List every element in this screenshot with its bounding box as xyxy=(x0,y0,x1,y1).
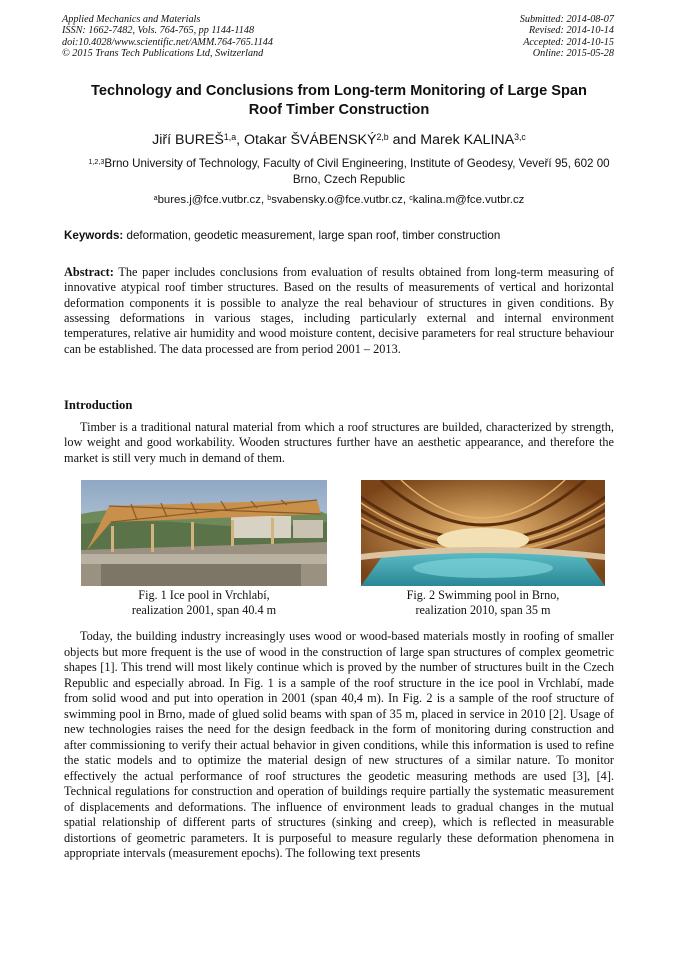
author-separator: and xyxy=(388,132,421,148)
copyright-line: © 2015 Trans Tech Publications Ltd, Switzerland xyxy=(62,47,264,59)
email-mark: b xyxy=(267,194,272,202)
email-separator: , xyxy=(260,194,268,206)
abstract xyxy=(64,265,614,357)
journal-header-left xyxy=(62,14,273,59)
swimming-pool-photo xyxy=(361,480,605,586)
email-separator: , xyxy=(402,194,410,206)
author-name: Marek KALINA xyxy=(420,132,515,148)
email-mark: c xyxy=(409,194,413,202)
ice-pool-photo xyxy=(81,480,327,586)
author-separator: , xyxy=(236,132,244,148)
figure-2-caption xyxy=(361,588,605,618)
paper-title xyxy=(58,82,620,120)
doi-line: doi:10.4028/www.scientific.net/AMM.764-765.1144 xyxy=(62,36,273,48)
figure-1 xyxy=(81,480,327,618)
affiliation-mark: 1,2,3 xyxy=(88,156,105,166)
revised-date: Revised: 2014-10-14 xyxy=(528,25,614,37)
abstract-label: Abstract: xyxy=(64,265,114,279)
paper-title-line-2: Roof Timber Construction xyxy=(248,102,430,118)
affiliation xyxy=(82,156,616,188)
figure-2 xyxy=(361,480,605,618)
author-list xyxy=(58,131,620,149)
affiliation-text: Brno University of Technology, Faculty of Civil Engineering, Institute of Geodesy, Veveří 95, 602 00 Brno, Czech Republic xyxy=(104,157,610,186)
section-heading-introduction: Introduction xyxy=(64,398,133,412)
accepted-date: Accepted: 2014-10-15 xyxy=(523,36,614,48)
author-emails xyxy=(58,193,620,207)
author-name: Jiří BUREŠ xyxy=(152,132,224,148)
author-name: Otakar ŠVÁBENSKÝ xyxy=(244,132,377,148)
keywords-text: deformation, geodetic measurement, large span roof, timber construction xyxy=(123,229,501,242)
keywords xyxy=(64,229,616,243)
author-affiliation-mark: 2,b xyxy=(376,132,389,143)
author-affiliation-mark: 3,c xyxy=(514,132,526,143)
intro-paragraph-1: Timber is a traditional natural material from which a roof structures are builded, characterized by strength, low weight and good workability. Wooden structures further have an aesthetic appearance, and therefore the market is still very much in demand of them. xyxy=(64,420,614,465)
email-link[interactable]: svabensky.o@fce.vutbr.cz xyxy=(271,194,403,206)
author-affiliation-mark: 1,a xyxy=(223,132,237,143)
email-link[interactable]: kalina.m@fce.vutbr.cz xyxy=(412,194,525,206)
journal-name: Applied Mechanics and Materials xyxy=(62,14,201,25)
online-date: Online: 2015-05-28 xyxy=(532,47,614,59)
abstract-text: The paper includes conclusions from evaluation of results obtained from long-term measuring of innovative atypical roof timber structures. Based on the results of measurements of vertical and horizontal deformation components it is possible to analyze the real behaviour of structures in given conditions. By assessing deformations in various stages, including particularly external and internal environment temperatures, relative air humidity and wood moisture content, decisive parameters for real structure behaviour can be established. The data processed are from period 2001 – 2013. xyxy=(64,265,614,356)
figure-1-caption-line-2: realization 2001, span 40.4 m xyxy=(131,603,277,617)
keywords-label: Keywords: xyxy=(64,229,124,242)
intro-paragraph-2: Today, the building industry increasingly uses wood or wood-based materials mostly in roofing of smaller objects but more frequent is the use of wood in the construction of large span structures of complex geometric shapes [1]. This trend will most likely continue which is proved by the number of structures built in the Czech Republic and especially abroad. In Fig. 1 is a sample of the roof structure in the ice pool in Vrchlabí, made from solid wood and put into operation in 2001 (span 40,4 m). In Fig. 2 is a sample of the roof structure of swimming pool in Brno, made of glued solid beams with span of 35 m, placed in service in 2010 [2]. Usage of new technologies raises the need for the design feedback in the form of monitoring during construction and after commissioning to verify their actual behavior in given conditions, while this information is used to refine the static models and to optimize the material design of new structures of a similar nature. To monitor effectively the actual performance of roof structures the geodetic measuring methods are used [3], [4]. Technical regulations for construction and operation of buildings require partially the systematic measurement of displacements and deformations. The influence of environment leads to gradual changes in the mutual spatial relationship of different parts of structures (sinking and creep), which is reflected in measurable distortions of geometric parameters. It is purposeful to measure regularly these deformation phenomena in appropriate intervals (measurement epochs). The following text presents xyxy=(64,629,614,860)
figure-1-caption-line-1: Fig. 1 Ice pool in Vrchlabí, xyxy=(138,588,270,602)
figure-2-caption-line-2: realization 2010, span 35 m xyxy=(415,603,551,617)
issn-line: ISSN: 1662-7482, Vols. 764-765, pp 1144-1148 xyxy=(62,25,255,37)
journal-header-right xyxy=(520,14,614,59)
email-mark: a xyxy=(153,194,158,202)
paper-title-line-1: Technology and Conclusions from Long-term Monitoring of Large Span xyxy=(91,83,587,99)
figure-1-caption xyxy=(81,588,327,618)
submitted-date: Submitted: 2014-08-07 xyxy=(519,14,614,25)
email-link[interactable]: bures.j@fce.vutbr.cz xyxy=(157,194,261,206)
figure-2-caption-line-1: Fig. 2 Swimming pool in Brno, xyxy=(406,588,560,602)
